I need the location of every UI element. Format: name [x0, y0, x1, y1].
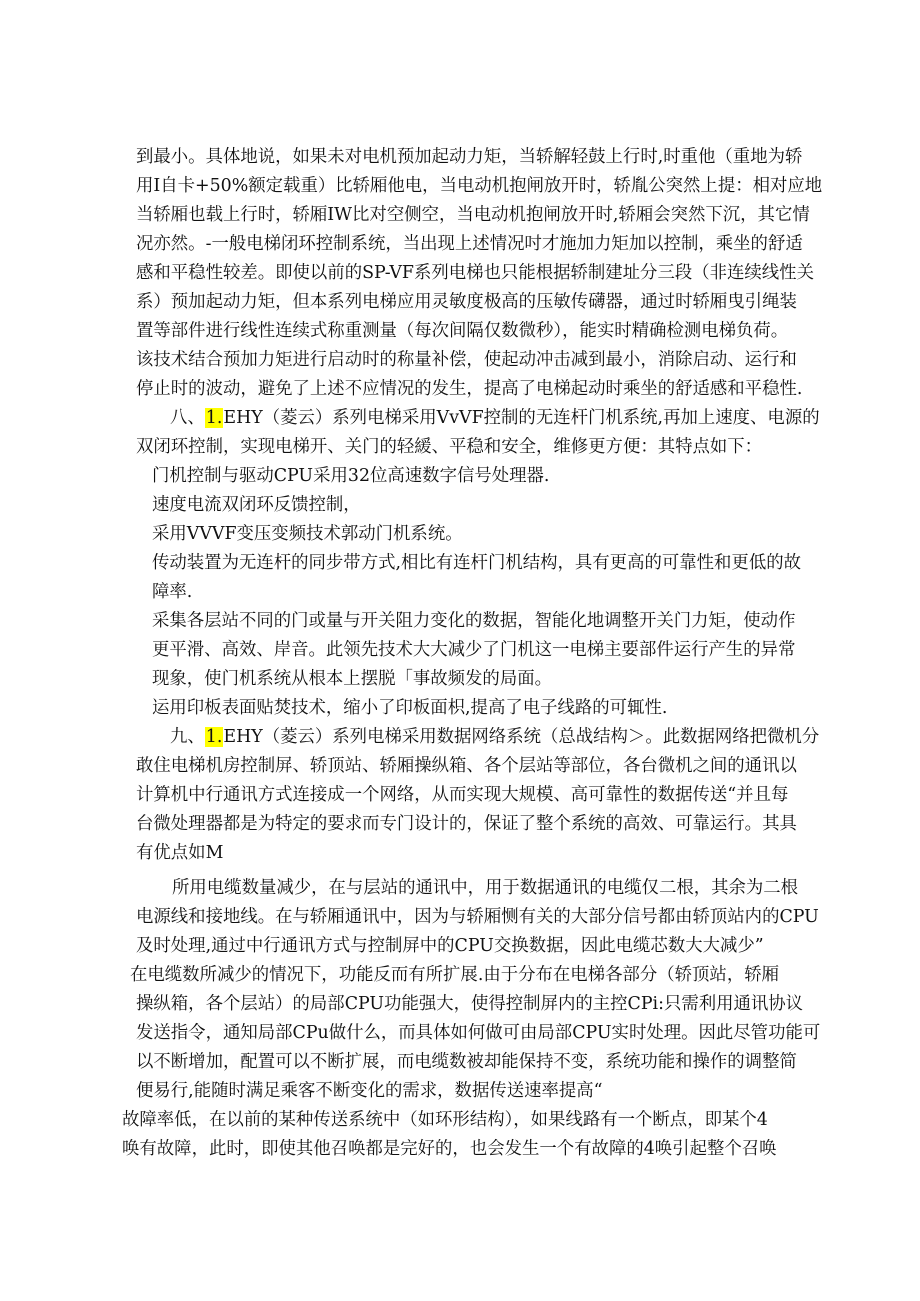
body-text-line: 唤有故障，此时，即使其他召唤都是完好的，也会发生一个有故障的4唤引起整个召唤	[122, 1139, 777, 1159]
list-item: 传动装置为无连杆的同步带方式,相比有连杆门机结构，具有更高的可靠性和更低的故	[152, 553, 801, 573]
body-text-line: 到最小。具体地说，如果未对电机预加起动力矩，当轿解轻鼓上行时,时重他（重地为轿	[136, 147, 803, 167]
highlighted-number: 1.	[205, 408, 223, 428]
body-text-line: 置等部件进行线性连续式称重测量（每次间隔仅数微秒），能实时精确检测电梯负荷。	[136, 321, 789, 341]
body-text-line: 台微处理器都是为特定的要求而专门设计的，保证了整个系统的高效、可靠运行。其具	[136, 814, 797, 834]
list-item: 采用VVVF变压变频技术郭动门机系统。	[152, 524, 463, 544]
body-text-line: 便易行,能随时满足乘客不断变化的需求，数据传送速率提高“	[136, 1081, 603, 1101]
body-text-line: 操纵箱，各个层站）的局部CPU功能强大，使得控制屏内的主控CPi:只需利用通讯协议	[136, 994, 804, 1014]
body-text-line: 电源线和接地线。在与轿厢通讯中，因为与轿厢恻有关的大部分信号都由轿顶站内的CPU	[136, 907, 819, 927]
section-text: EHY（菱云）系列电梯采用VvVF控制的无连杆门机系统,再加上速度、电源的	[223, 408, 820, 428]
body-text-line: 敢住电梯机房控制屏、轿顶站、轿厢操纵箱、各个层站等部位，各台微机之间的通讯以	[136, 756, 797, 776]
body-text-line: 以不断增加，配置可以不断扩展，而电缆数被却能保持不变，系统功能和操作的调整简	[136, 1052, 797, 1072]
body-text-line: 有优点如M	[136, 843, 224, 863]
list-item: 门机控制与驱动CPU采用32位高速数字信号处理器.	[152, 466, 550, 486]
body-text-line: 及时处理,通过中行通讯方式与控制屏中的CPU交换数据，因此电缆芯数大大减少”	[136, 936, 764, 956]
body-text-line: 在电缆数所减少的情况下，功能反而有所扩展.由于分布在电梯各部分（轿顶站，轿厢	[130, 965, 779, 985]
body-text-line: 发送指令，通知局部CPu做什么，而具体如何做可由局部CPU实时处理。因此尽管功能可	[136, 1023, 821, 1043]
body-text-line: 计算机中行通讯方式连接成一个网络，从而实现大规模、高可靠性的数据传送“并且每	[136, 785, 789, 805]
body-text-line: 所用电缆数量减少，在与层站的通讯中，用于数据通讯的电缆仅二根，其余为二根	[172, 878, 799, 898]
body-text-line: 感和平稳性较差。即使以前的SP-VF系列电梯也只能根据轿制建址分三段（非连续线性关	[136, 263, 814, 283]
body-text-line: 况亦然。-一般电梯闭环控制系统，当出现上述情况吋才施加力矩加以控制，乘坐的舒适	[136, 234, 803, 254]
list-item: 采集各层站不同的门或量与开关阻力变化的数据，智能化地调整开关门力矩，使动作	[152, 611, 796, 631]
section-prefix: 九、	[170, 727, 205, 747]
section-9-heading-line	[170, 723, 819, 751]
list-item: 运用印板表面贴焚技术，缩小了印板面枳,提高了电子线路的可辄性.	[152, 698, 668, 718]
highlighted-number: 1.	[205, 727, 223, 747]
body-text-line: 故障率低，在以前的某种传送系统中（如环形结构），如果线路有一个断点，即某个4	[122, 1110, 768, 1130]
body-text-line: 停止时的波动，避免了上述不应情况的发生，提高了电梯起动时乘坐的舒适感和平稳性.	[136, 379, 803, 399]
section-text: EHY（菱云）系列电梯采用数据网络系统（总战结构＞。此数据网络把微机分	[223, 727, 820, 747]
body-text-line: 双闭环控制，实现电梯开、关门的轻緩、平稳和安全，维修更方便：其特点如下：	[136, 437, 763, 457]
list-item: 速度电流双闭环反馈控制，	[152, 495, 361, 515]
body-text-line: 系）预加起动力矩，但本系列电梯应用灵敏度极高的压敏传礴器，通过时轿厢曳引绳装	[136, 292, 797, 312]
list-item-continuation: 现象，使门机系统从根本上摆脱「事故频发的局面。	[152, 669, 552, 689]
list-item-continuation: 障率.	[152, 582, 193, 602]
body-text-line: 该技术结合预加力矩进行启动时的称量补偿，使起动冲击减到最小，消除启动、运行和	[136, 350, 797, 370]
section-8-heading-line	[170, 404, 820, 432]
list-item-continuation: 更平滑、高效、岸音。此领先技术大大减少了门机这一电梯主要部件运行产生的异常	[152, 640, 796, 660]
body-text-line: 当轿厢也载上行时，轿厢IW比对空侧空，当电动机抱闸放开时,轿厢会突然下沉，其它情	[136, 205, 810, 225]
section-prefix: 八、	[170, 408, 205, 428]
body-text-line: 用I自卡+50%额定载重）比轿厢他电，当电动机抱闸放开时，轿胤公突然上提：相对应地	[136, 176, 823, 196]
